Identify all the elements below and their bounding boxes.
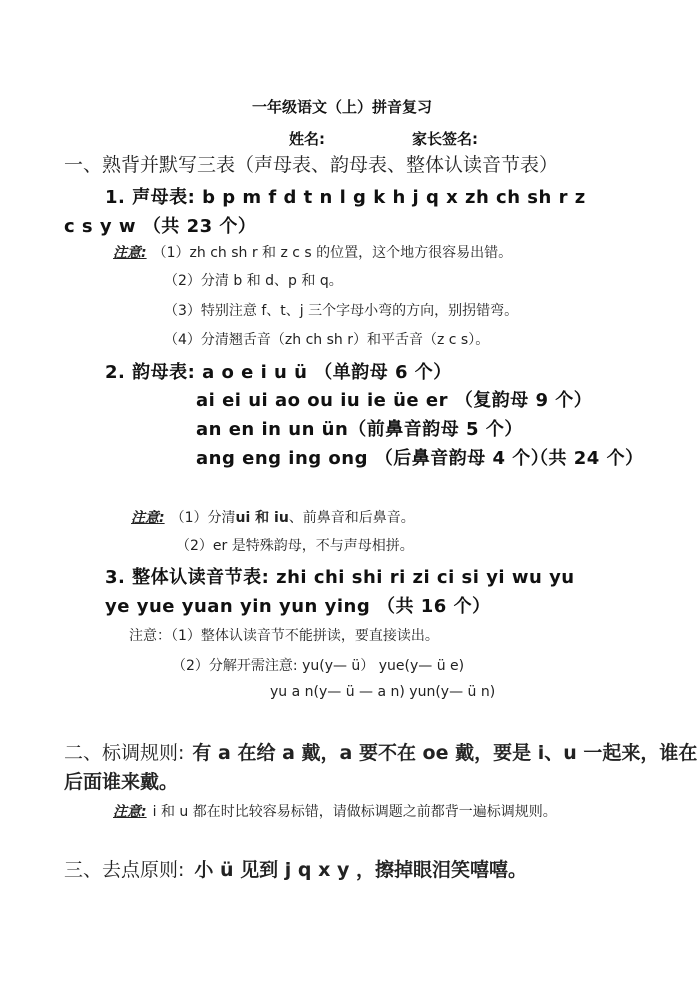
yunmu-line4: ang eng ing ong （后鼻音韵母 4 个） xyxy=(196,448,550,469)
shengmu-note2: （2）分清 b 和 d、p 和 q。 xyxy=(164,273,343,289)
parent-signature-label: 家长签名: xyxy=(412,130,478,148)
note-text: 、前鼻音和后鼻音。 xyxy=(288,510,415,526)
shengmu-line1: 1. 声母表: b p m f d t n l g k h j q x zh ch sh r z xyxy=(105,187,586,208)
section1-heading: 一、熟背并默写三表（声母表、韵母表、整体认读音节表） xyxy=(64,154,559,176)
note-text: （1）分清 xyxy=(170,510,236,526)
note-label: 注意: xyxy=(113,804,147,820)
zhengti-note1: 注意：（1）整体认读音节不能拼读，要直接读出。 xyxy=(129,628,439,644)
zhengti-line2: ye yue yuan yin yun ying （共 16 个） xyxy=(105,596,491,617)
yunmu-total: （共 24 个） xyxy=(530,448,644,469)
section3-heading: 三、去点原则: xyxy=(64,859,185,881)
shengmu-note3: （3）特别注意 f、t、j 三个字母小弯的方向，别拐错弯。 xyxy=(164,303,519,319)
doc-title: 一年级语文（上）拼音复习 xyxy=(252,98,433,116)
note-text: i 和 u 都在时比较容易标错，请做标调题之前都背一遍标调规则。 xyxy=(152,804,557,820)
zhengti-note2: （2）分解开需注意: yu(y— ü） yue(y— ü e) xyxy=(172,658,465,674)
section2-note xyxy=(113,801,557,821)
dot-rule-text: 小 ü 见到 j q x y ，擦掉眼泪笑嘻嘻。 xyxy=(194,859,527,881)
section2-line2: 后面谁来戴。 xyxy=(64,771,179,793)
note-emphasis: ui 和 iu xyxy=(235,510,289,526)
note-text: （1）zh ch sh r 和 z c s 的位置，这个地方很容易出错。 xyxy=(152,245,513,261)
yunmu-note1 xyxy=(131,507,415,527)
shengmu-note1 xyxy=(113,242,512,262)
section2-line1 xyxy=(64,738,697,765)
zhengti-note3: yu a n(y— ü — a n) yun(y— ü n) xyxy=(270,684,496,700)
yunmu-line1: 2. 韵母表: a o e i u ü （单韵母 6 个） xyxy=(105,362,452,383)
yunmu-line2: ai ei ui ao ou iu ie üe er （复韵母 9 个） xyxy=(196,390,593,411)
section3-line xyxy=(64,855,527,882)
note-label: 注意: xyxy=(113,245,147,261)
yunmu-note2: （2）er 是特殊韵母，不与声母相拼。 xyxy=(176,538,414,554)
zhengti-line1: 3. 整体认读音节表: zhi chi shi ri zi ci si yi wu yu xyxy=(105,567,575,588)
section2-heading: 二、标调规则: xyxy=(64,742,185,764)
tone-rule-text: 有 a 在给 a 戴，a 要不在 oe 戴，要是 i、u 一起来，谁在 xyxy=(192,742,698,764)
shengmu-line2: c s y w （共 23 个） xyxy=(64,216,257,237)
yunmu-line3: an en in un ün（前鼻音韵母 5 个） xyxy=(196,419,523,440)
name-label: 姓名: xyxy=(289,130,325,148)
shengmu-note4: （4）分清翘舌音（zh ch sh r）和平舌音（z c s）。 xyxy=(164,332,490,348)
note-label: 注意: xyxy=(131,510,165,526)
